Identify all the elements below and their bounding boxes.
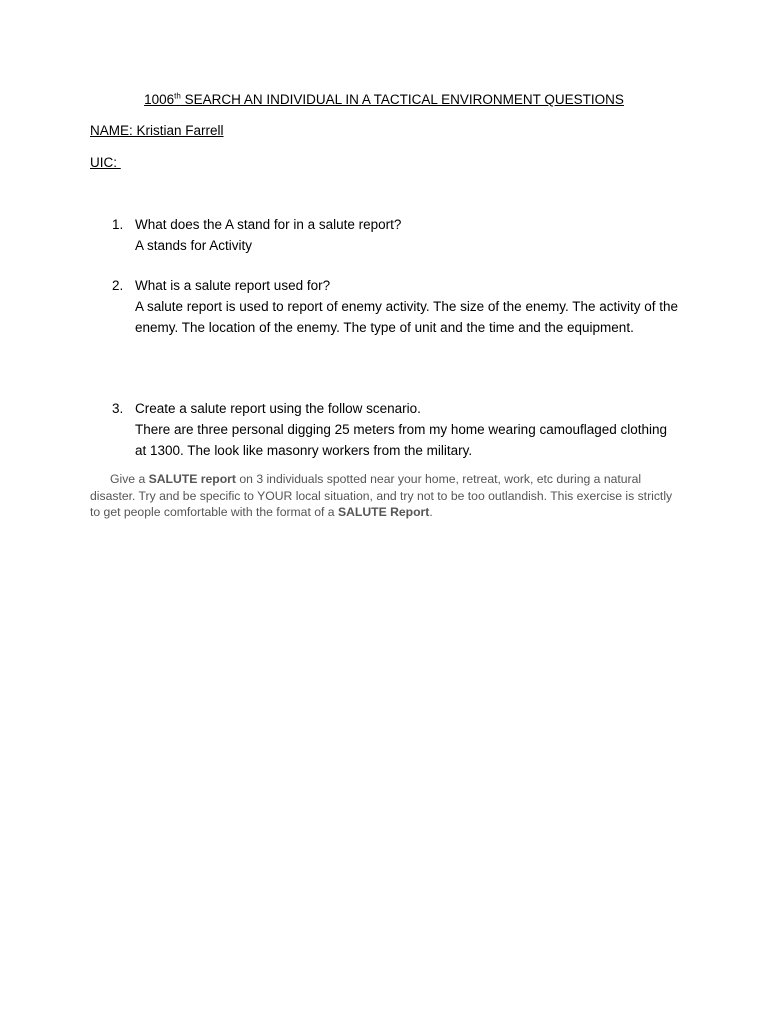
- uic-line: UIC:: [90, 155, 121, 170]
- instruction-paragraph: [90, 471, 680, 521]
- title-superscript: th: [174, 91, 181, 101]
- answer-text: A salute report is used to report of enemy activity. The size of the enemy. The activity of the enemy. The location of the enemy. The type of unit and the time and the equipment.: [135, 298, 679, 335]
- instruction-part-2: on 3 individuals spotted near your home, retreat, work, etc during a natural disaster. Try and be specific to YOUR local situation, and try not to be too outlandish. This exercise is strictly to get people comfortable with the format of a: [90, 472, 676, 520]
- instruction-bold-1: SALUTE report: [148, 472, 236, 486]
- title-number: 1006: [144, 92, 175, 107]
- question-number: 3.: [112, 401, 124, 416]
- question-text: What does the A stand for in a salute report?: [135, 217, 402, 232]
- question-item-3: [112, 399, 682, 461]
- answer-text: There are three personal digging 25 meters from my home wearing camouflaged clothing at 1300. The look like masonry workers from the military.: [135, 421, 668, 458]
- instruction-part-3: .: [429, 505, 433, 520]
- question-item-1: [112, 215, 682, 257]
- instruction-part-1: Give a: [110, 472, 149, 486]
- question-number: 1.: [112, 217, 124, 232]
- question-item-2: [112, 276, 682, 338]
- question-text: What is a salute report used for?: [135, 278, 331, 293]
- document-title: [0, 92, 768, 107]
- name-line: NAME: Kristian Farrell: [90, 123, 224, 138]
- question-text: Create a salute report using the follow scenario.: [135, 401, 421, 416]
- instruction-bold-2: SALUTE Report: [337, 505, 430, 520]
- question-number: 2.: [112, 278, 124, 293]
- title-text: SEARCH AN INDIVIDUAL IN A TACTICAL ENVIRONMENT QUESTIONS: [180, 92, 624, 107]
- answer-text: A stands for Activity: [135, 237, 253, 253]
